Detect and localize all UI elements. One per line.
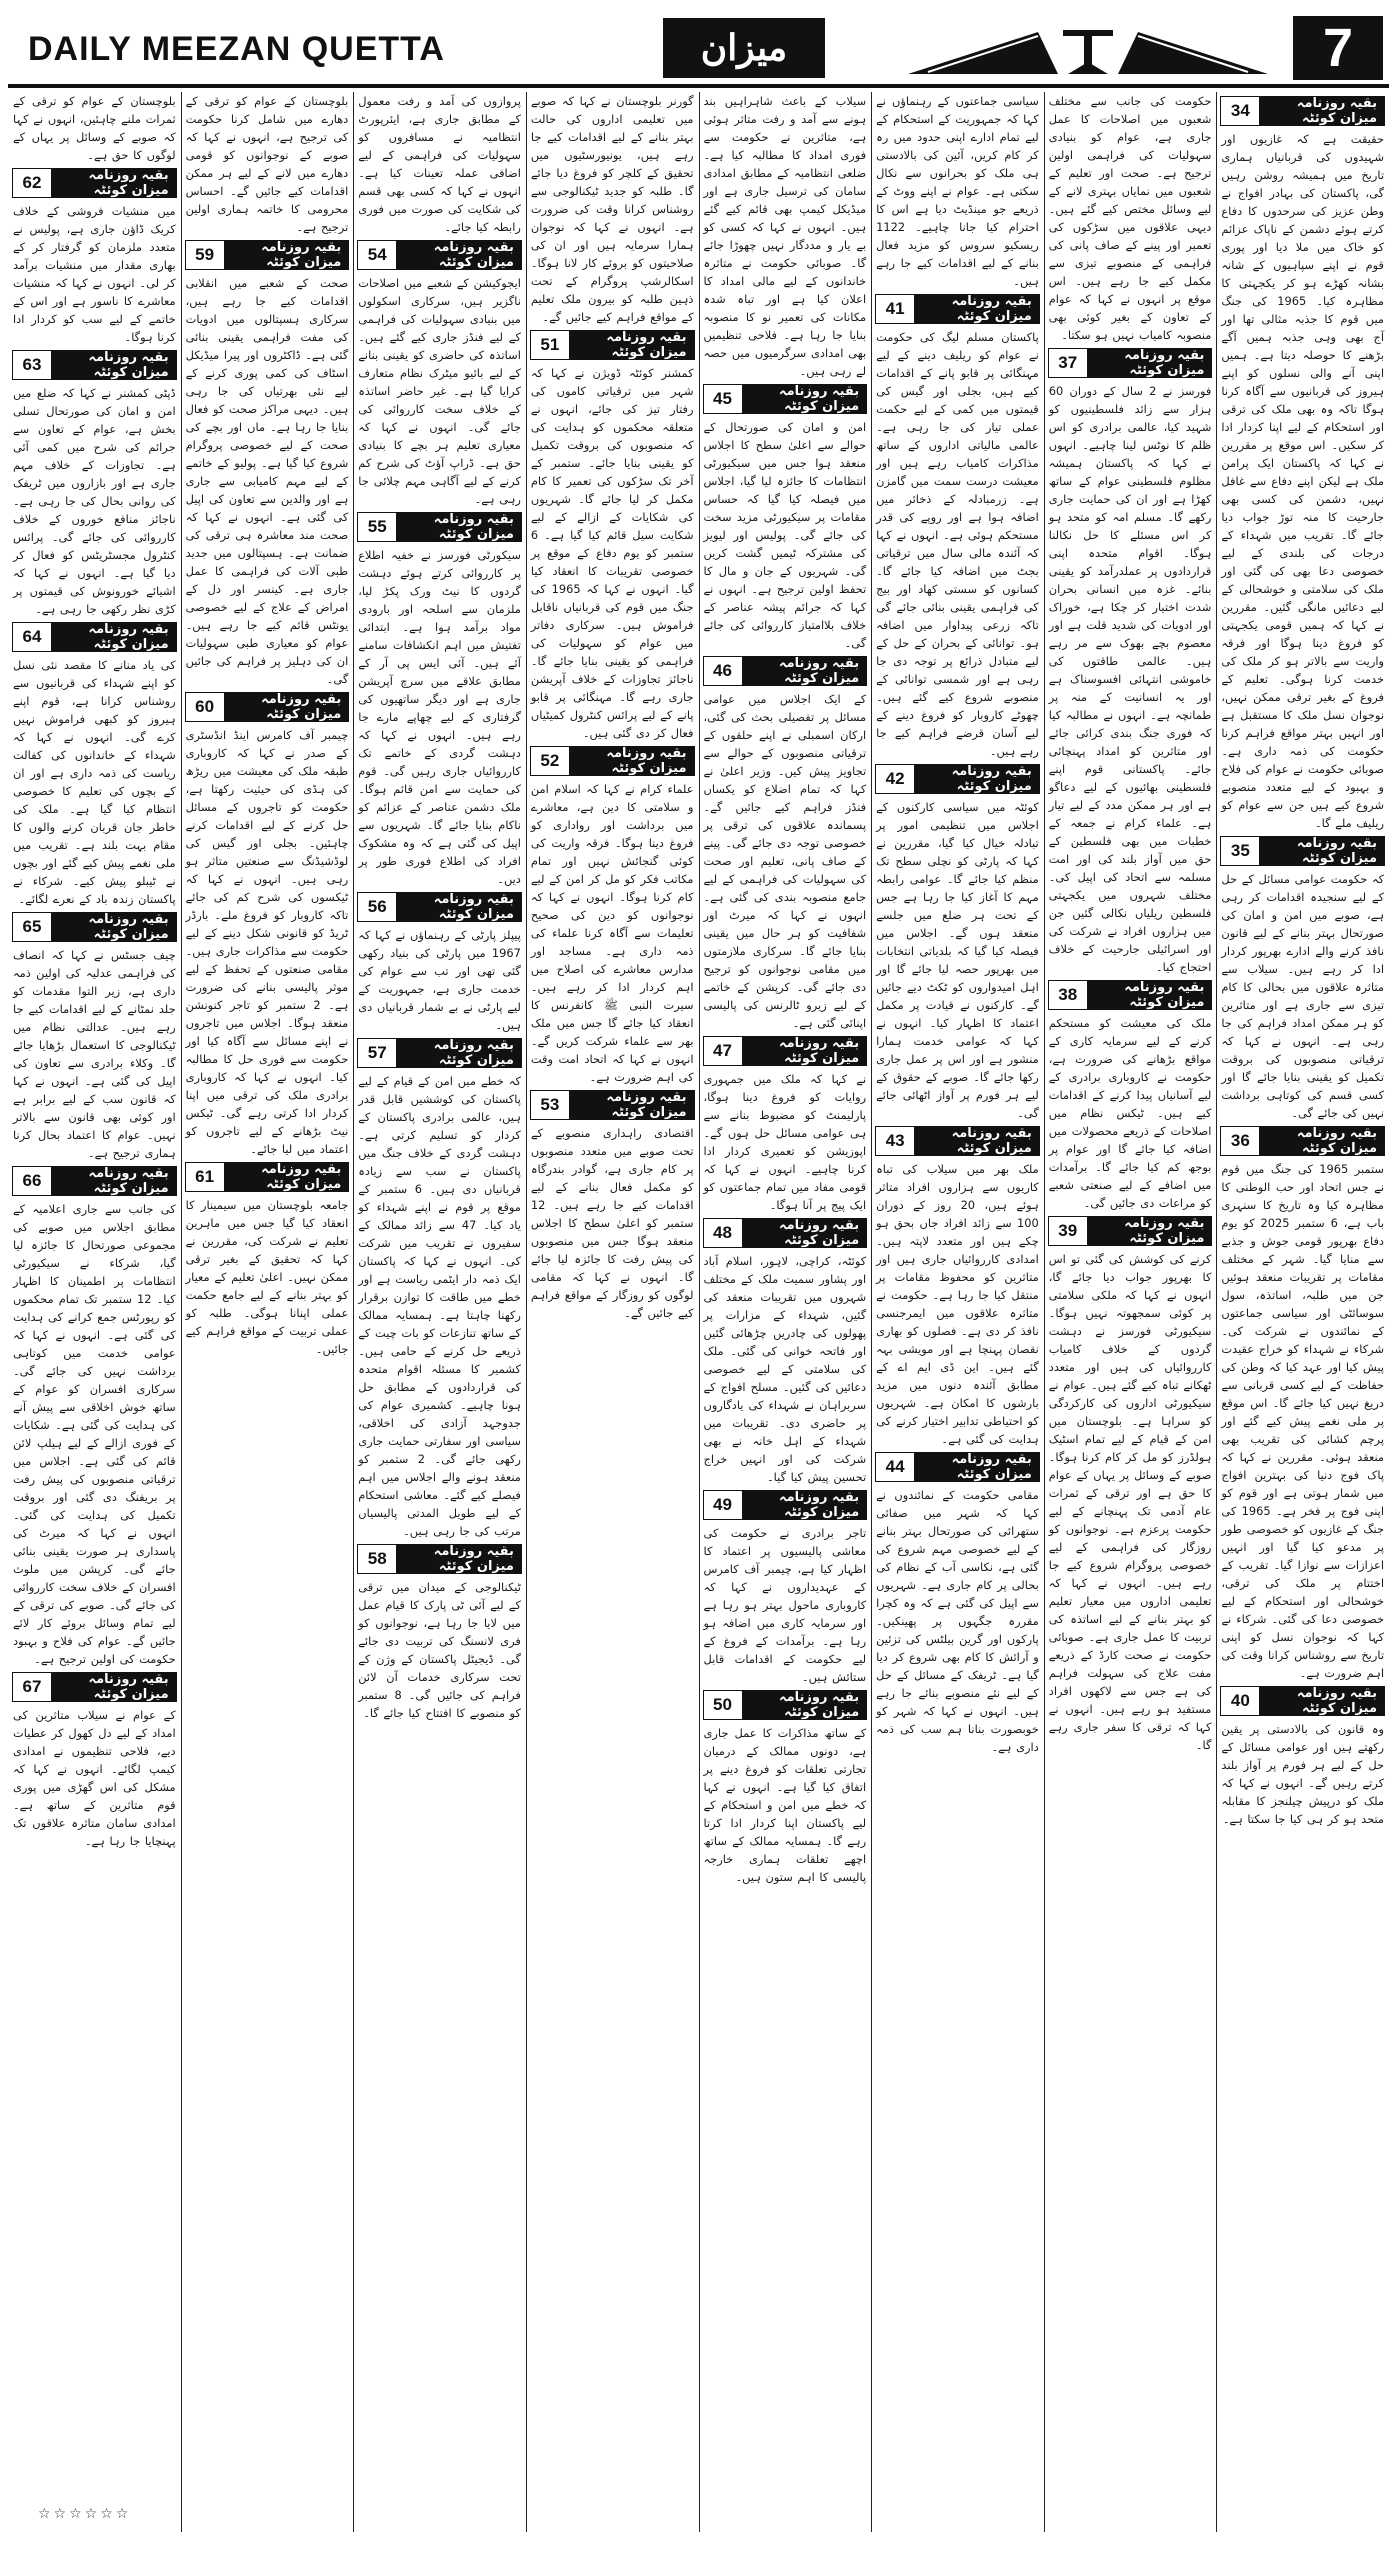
column-4	[699, 92, 872, 2532]
article-text: کوئٹہ میں سیاسی کارکنوں کے اجلاس میں تنظیمی امور پر تبادلہ خیال کیا گیا، مقررین نے کہا کہ پارٹی کو نچلی سطح تک منظم کیا جائے گا۔ عوامی رابطہ مہم کا آغاز کیا جا رہا ہے جس کے تحت ہر ضلع میں جلسے منعقد ہوں گے۔ اجلاس میں فیصلہ کیا گیا کہ بلدیاتی انتخابات میں بھرپور حصہ لیا جائے گا اور اہل امیدواروں کو ٹکٹ دیے جائیں گے۔ کارکنوں نے قیادت پر مکمل اعتماد کا اظہار کیا۔ انہوں نے کہا کہ عوامی خدمت ہمارا منشور ہے اور اس پر عمل جاری رکھا جائے گا۔ صوبے کے حقوق کے لیے ہر فورم پر آواز اٹھائی جائے گی۔	[876, 800, 1039, 1120]
article-text: کے ساتھ مذاکرات کا عمل جاری ہے، دونوں ممالک کے درمیان تجارتی تعلقات کو فروغ دینے پر اتفاق کیا گیا ہے۔ انہوں نے کہا کہ خطے میں امن و استحکام کے لیے پاکستان اپنا کردار ادا کرتا رہے گا۔ ہمسایہ ممالک کے ساتھ اچھے تعلقات ہماری خارجہ پالیسی کا اہم ستون ہیں۔	[703, 1726, 867, 1884]
article-text: علماء کرام نے کہا کہ اسلام امن و سلامتی کا دین ہے، معاشرے میں برداشت اور رواداری کو فروغ دینا ہوگا۔ فرقہ واریت کی کوئی گنجائش نہیں اور تمام مکاتب فکر کو مل کر امن کے لیے کام کرنا ہوگا۔ انہوں نے کہا کہ نوجوانوں کو دین کی صحیح تعلیمات سے آگاہ کرنا علماء کی ذمہ داری ہے۔ مساجد اور مدارس معاشرے کی اصلاح میں اہم کردار ادا کر رہے ہیں۔ سیرت النبی ﷺ کانفرنس کا انعقاد کیا جائے گا جس میں ملک بھر سے علماء شرکت کریں گے۔ انہوں نے کہا کہ اتحاد امت وقت کی اہم ضرورت ہے۔	[530, 782, 694, 1084]
continuation-number: 60	[185, 692, 225, 722]
continuation-header	[1220, 96, 1385, 126]
article-text: جامعہ بلوچستان میں سیمینار کا انعقاد کیا گیا جس میں ماہرین تعلیم نے شرکت کی، مقررین نے کہا کہ تحقیق کے بغیر ترقی ممکن نہیں۔ اعلیٰ تعلیم کے معیار کو بہتر بنانے کے لیے جامع حکمت عملی اپنانا ہوگی۔ طلبہ کو عملی تربیت کے مواقع فراہم کیے جائیں۔	[185, 1198, 349, 1356]
continuation-label: بقیہ روزنامہ میزان کوئٹہ	[570, 330, 695, 360]
continuation-header	[703, 656, 868, 686]
continuation-number: 34	[1220, 96, 1260, 126]
continuation-number: 53	[530, 1090, 570, 1120]
article-text: کہ خطے میں امن کے قیام کے لیے پاکستان کی کوششیں قابل قدر ہیں، عالمی برادری پاکستان کے کردار کو تسلیم کرتی ہے۔ دہشت گردی کے خلاف جنگ میں پاکستان نے سب سے زیادہ قربانیاں دی ہیں۔ 6 ستمبر کے موقع پر قوم نے اپنے شہداء کو یاد کیا۔ 47 سے زائد ممالک کے سفیروں نے تقریب میں شرکت کی۔ انہوں نے کہا کہ پاکستان ایک ذمہ دار ایٹمی ریاست ہے اور خطے میں طاقت کا توازن برقرار رکھنا چاہتا ہے۔ ہمسایہ ممالک کے ساتھ تنازعات کو بات چیت کے ذریعے حل کرنے کے حامی ہیں۔ کشمیر کا مسئلہ اقوام متحدہ کی قراردادوں کے مطابق حل ہونا چاہیے۔ کشمیری عوام کی جدوجہد آزادی کی اخلاقی، سیاسی اور سفارتی حمایت جاری رکھی جائے گی۔ 2 ستمبر کو منعقد ہونے والے اجلاس میں اہم فیصلے کیے گئے۔ معاشی استحکام کے لیے طویل المدتی پالیسیاں مرتب کی جا رہی ہیں۔	[358, 1074, 521, 1538]
article-text: وہ قانون کی بالادستی پر یقین رکھتے ہیں اور عوامی مسائل کے حل کے لیے ہر فورم پر آواز بلند کرتے رہیں گے۔ انہوں نے کہا کہ ملک کو درپیش چیلنجز کا مقابلہ متحد ہو کر ہی کیا جا سکتا ہے۔	[1221, 1722, 1384, 1826]
continuation-number: 45	[703, 384, 743, 414]
continuation-header	[1220, 1686, 1385, 1716]
continuation-label: بقیہ روزنامہ میزان کوئٹہ	[743, 656, 868, 686]
article-text: پروازوں کی آمد و رفت معمول کے مطابق جاری ہے، ایئرپورٹ انتظامیہ نے مسافروں کو سہولیات کی فراہمی کے لیے اضافی عملہ تعینات کیا ہے۔ انہوں نے کہا کہ کسی بھی قسم کی شکایت کی صورت میں فوری رابطہ کیا جائے۔	[358, 94, 521, 234]
continuation-number: 49	[703, 1490, 743, 1520]
article-text: کہ حکومت عوامی مسائل کے حل کے لیے سنجیدہ اقدامات کر رہی ہے، صوبے میں امن و امان کی صورتحال بہتر بنانے کے لیے قانون نافذ کرنے والے ادارے بھرپور کردار ادا کر رہے ہیں۔ سیلاب سے متاثرہ علاقوں میں بحالی کا کام تیزی سے جاری ہے اور متاثرین کو ہر ممکن امداد فراہم کی جا رہی ہے۔ انہوں نے کہا کہ ترقیاتی منصوبوں کی بروقت تکمیل کو یقینی بنایا جائے گا اور کسی قسم کی کوتاہی برداشت نہیں کی جائے گی۔	[1221, 872, 1384, 1120]
continuation-header	[357, 892, 522, 922]
continuation-header	[703, 1690, 868, 1720]
article-text: حقیقت ہے کہ غازیوں اور شہیدوں کی قربانیاں ہماری تاریخ میں ہمیشہ روشن رہیں گی، پاکستان کی بہادر افواج نے وطن عزیز کی سرحدوں کا دفاع کرتے ہوئے دشمن کے ناپاک عزائم کو خاک میں ملا دیا اور پوری قوم نے اپنے سپاہیوں کے شانہ بشانہ کھڑے ہو کر یکجہتی کا مظاہرہ کیا۔ 1965 کی جنگ میں قوم کا جذبہ مثالی تھا اور آج بھی وہی جذبہ ہمیں آگے بڑھنے کا حوصلہ دیتا ہے۔ ہمیں اپنی آنے والی نسلوں کو اپنے ہیروز کی قربانیوں سے آگاہ کرنا ہوگا تاکہ وہ بھی ملک کی ترقی اور استحکام کے لیے اپنا کردار ادا کر سکیں۔ اس موقع پر مقررین نے کہا کہ پاکستان ایک پرامن ملک ہے لیکن اپنے دفاع سے غافل نہیں، دشمن کی کسی بھی جارحیت کا منہ توڑ جواب دیا جائے گا۔ تقریب میں شہداء کے درجات کی بلندی کے لیے خصوصی دعا بھی کی گئی اور ملک کی سلامتی و خوشحالی کے لیے دعائیں مانگی گئیں۔ مقررین نے کہا کہ ہمیں قومی یکجہتی کو فروغ دینا ہوگا اور فرقہ واریت سے بالاتر ہو کر ملک کی خدمت کرنا ہوگی۔ تعلیم کے فروغ کے بغیر ترقی ممکن نہیں، نوجوان نسل ملک کا مستقبل ہے اور انہیں بہتر مواقع فراہم کرنا حکومت کی ذمہ داری ہے۔ صوبائی حکومت نے عوام کی فلاح و بہبود کے لیے متعدد منصوبے شروع کیے ہیں جن سے عوام کو ریلیف ملے گا۔	[1221, 132, 1384, 830]
article-text: امن و امان کی صورتحال کے حوالے سے اعلیٰ سطح کا اجلاس منعقد ہوا جس میں سیکیورٹی انتظامات کا جائزہ لیا گیا، اجلاس میں فیصلہ کیا گیا کہ حساس مقامات پر سیکیورٹی مزید سخت کی جائے گی۔ پولیس اور لیویز کی مشترکہ ٹیمیں گشت کریں گی۔ شہریوں کے جان و مال کا تحفظ اولین ترجیح ہے۔ انہوں نے کہا کہ جرائم پیشہ عناصر کے خلاف بلاامتیاز کارروائی کی جائے گی۔	[703, 420, 867, 650]
article-text: سیلاب کے باعث شاہراہیں بند ہونے سے آمد و رفت متاثر ہوئی ہے، متاثرین نے حکومت سے فوری امداد کا مطالبہ کیا ہے۔ ضلعی انتظامیہ کے مطابق امدادی سامان کی ترسیل جاری ہے اور میڈیکل کیمپ بھی قائم کیے گئے ہیں۔ انہوں نے کہا کہ کسی کو بے یار و مددگار نہیں چھوڑا جائے گا۔ صوبائی حکومت نے متاثرہ خاندانوں کے لیے مالی امداد کا اعلان کیا ہے اور تباہ شدہ مکانات کی تعمیر نو کا منصوبہ بنایا جا رہا ہے۔ فلاحی تنظیمیں بھی امدادی سرگرمیوں میں حصہ لے رہی ہیں۔	[703, 94, 867, 378]
continuation-label: بقیہ روزنامہ میزان کوئٹہ	[52, 350, 177, 380]
continuation-label: بقیہ روزنامہ میزان کوئٹہ	[915, 764, 1040, 794]
continuation-number: 40	[1220, 1686, 1260, 1716]
continuation-header	[357, 1544, 522, 1574]
column-5	[526, 92, 699, 2532]
article-text: نے کہا کہ ملک میں جمہوری روایات کو فروغ دینا ہوگا، پارلیمنٹ کو مضبوط بنانے سے ہی عوامی مسائل حل ہوں گے۔ اپوزیشن کو تعمیری کردار ادا کرنا چاہیے۔ انہوں نے کہا کہ قومی مفاد میں تمام جماعتوں کو ایک پیج پر آنا ہوگا۔	[703, 1072, 867, 1212]
continuation-label: بقیہ روزنامہ میزان کوئٹہ	[397, 240, 522, 270]
continuation-number: 46	[703, 656, 743, 686]
continuation-header	[357, 1038, 522, 1068]
continuation-header	[530, 1090, 695, 1120]
column-6	[353, 92, 526, 2532]
continuation-header	[357, 512, 522, 542]
continuation-number: 50	[703, 1690, 743, 1720]
continuation-header	[12, 912, 177, 942]
continuation-header	[703, 1036, 868, 1066]
continuation-number: 64	[12, 622, 52, 652]
continuation-number: 41	[875, 294, 915, 324]
article-text: ملک کی معیشت کو مستحکم کرنے کے لیے سرمایہ کاری کے مواقع بڑھانے کی ضرورت ہے، حکومت نے کاروباری برادری کے لیے آسانیاں پیدا کرنے کے اقدامات کیے ہیں۔ ٹیکس نظام میں اصلاحات کے ذریعے محصولات میں اضافہ کیا جائے گا اور عوام پر بوجھ کم کیا جائے گا۔ برآمدات میں اضافے کے لیے صنعتی شعبے کو مراعات دی جائیں گی۔	[1048, 1016, 1212, 1210]
article-text: کرنے کی کوشش کی گئی تو اس کا بھرپور جواب دیا جائے گا، انہوں نے کہا کہ ملکی سلامتی پر کوئی سمجھوتہ نہیں ہوگا۔ سیکیورٹی فورسز نے دہشت گردوں کے خلاف کامیاب کارروائیاں کی ہیں اور متعدد ٹھکانے تباہ کیے گئے ہیں۔ عوام نے سیکیورٹی اداروں کی کارکردگی کو سراہا ہے۔ بلوچستان میں امن کے قیام کے لیے تمام اسٹیک ہولڈرز کو مل کر کام کرنا ہوگا۔ صوبے کے وسائل پر یہاں کے عوام کا حق ہے اور ترقی کے ثمرات عام آدمی تک پہنچانے کے لیے حکومت پرعزم ہے۔ نوجوانوں کو روزگار کی فراہمی کے لیے خصوصی پروگرام شروع کیے جا رہے ہیں۔ انہوں نے کہا کہ تعلیمی اداروں میں معیار تعلیم کو بہتر بنانے کے لیے اساتذہ کی تربیت کا عمل جاری ہے۔ صوبائی حکومت نے صحت کارڈ کے ذریعے مفت علاج کی سہولت فراہم کی ہے جس سے لاکھوں افراد مستفید ہو رہے ہیں۔ انہوں نے کہا کہ ترقی کا سفر جاری رہے گا۔	[1048, 1252, 1212, 1752]
masthead-title: DAILY MEEZAN QUETTA	[28, 30, 445, 68]
article-text: کمشنر کوئٹہ ڈویژن نے کہا کہ شہر میں ترقیاتی کاموں کی رفتار تیز کی جائے، انہوں نے متعلقہ محکموں کو ہدایت کی کہ منصوبوں کی بروقت تکمیل کو یقینی بنایا جائے۔ ستمبر کے آخر تک سڑکوں کی تعمیر کا کام مکمل کر لیا جائے گا۔ شہریوں کی شکایات کے ازالے کے لیے شکایت سیل قائم کیا گیا ہے۔ 6 ستمبر کو یوم دفاع کے موقع پر خصوصی تقریبات کا انعقاد کیا گیا۔ انہوں نے کہا کہ 1965 کی جنگ میں قوم کی قربانیاں ناقابل فراموش ہیں۔ سرکاری دفاتر میں عوام کو سہولیات کی فراہمی کو یقینی بنایا جائے گا۔ ناجائز تجاوزات کے خلاف آپریشن جاری رہے گا۔ مہنگائی پر قابو پانے کے لیے پرائس کنٹرول کمیٹیاں فعال کر دی گئی ہیں۔	[530, 366, 694, 740]
article-text: فورسز نے 2 سال کے دوران 60 ہزار سے زائد فلسطینیوں کو شہید کیا، عالمی برادری کو اس ظلم کا نوٹس لینا چاہیے۔ انہوں نے کہا کہ پاکستان ہمیشہ مظلوم فلسطینی عوام کے ساتھ کھڑا ہے اور ان کی حمایت جاری رکھے گا۔ مسلم امہ کو متحد ہو کر اس مسئلے کا حل نکالنا ہوگا۔ اقوام متحدہ اپنی قراردادوں پر عملدرآمد کو یقینی بنائے۔ غزہ میں انسانی بحران شدت اختیار کر چکا ہے، خوراک اور ادویات کی شدید قلت ہے اور معصوم بچے بھوک سے مر رہے ہیں۔ عالمی طاقتوں کی خاموشی انتہائی افسوسناک ہے اور یہ انسانیت کے منہ پر طمانچہ ہے۔ انہوں نے مطالبہ کیا کہ فوری جنگ بندی کرائی جائے اور متاثرین کو امداد پہنچائی جائے۔ پاکستانی قوم اپنے فلسطینی بھائیوں کے لیے دعاگو ہے اور ہر ممکن مدد کے لیے تیار ہے۔ علماء کرام نے جمعہ کے خطبات میں بھی فلسطین کے حق میں آواز بلند کی اور امت مسلمہ سے اتحاد کی اپیل کی۔ مختلف شہروں میں یکجہتی فلسطین ریلیاں نکالی گئیں جن میں ہزاروں افراد نے شرکت کی اور اسرائیلی جارحیت کے خلاف احتجاج کیا۔	[1048, 384, 1212, 974]
continuation-label: بقیہ روزنامہ میزان کوئٹہ	[225, 1162, 350, 1192]
article-text: کے ایک اجلاس میں عوامی مسائل پر تفصیلی بحث کی گئی، ارکان اسمبلی نے اپنے حلقوں کے ترقیاتی منصوبوں کے حوالے سے تجاویز پیش کیں۔ وزیر اعلیٰ نے کہا کہ تمام اضلاع کو یکساں فنڈز فراہم کیے جائیں گے۔ پسماندہ علاقوں کی ترقی پر خصوصی توجہ دی جائے گی۔ پینے کے صاف پانی، تعلیم اور صحت کی سہولیات کی فراہمی کے لیے جامع منصوبہ بندی کی گئی ہے۔ انہوں نے کہا کہ میرٹ اور شفافیت کو ہر حال میں یقینی بنایا جائے گا۔ سرکاری ملازمتوں میں مقامی نوجوانوں کو ترجیح دی جائے گی۔ کرپشن کے خاتمے کے لیے زیرو ٹالرنس کی پالیسی اپنائی گئی ہے۔	[703, 692, 867, 1030]
continuation-label: بقیہ روزنامہ میزان کوئٹہ	[1260, 96, 1385, 126]
masthead-rule	[8, 84, 1389, 88]
continuation-number: 37	[1048, 348, 1088, 378]
continuation-label: بقیہ روزنامہ میزان کوئٹہ	[743, 1218, 868, 1248]
continuation-label: بقیہ روزنامہ میزان کوئٹہ	[743, 1036, 868, 1066]
continuation-header	[530, 746, 695, 776]
continuation-label: بقیہ روزنامہ میزان کوئٹہ	[1260, 1126, 1385, 1156]
continuation-label: بقیہ روزنامہ میزان کوئٹہ	[1088, 348, 1213, 378]
continuation-label: بقیہ روزنامہ میزان کوئٹہ	[52, 1672, 177, 1702]
continuation-label: بقیہ روزنامہ میزان کوئٹہ	[915, 294, 1040, 324]
continuation-header	[1048, 1216, 1213, 1246]
continuation-label: بقیہ روزنامہ میزان کوئٹہ	[52, 1166, 177, 1196]
article-text: چیف جسٹس نے کہا کہ انصاف کی فراہمی عدلیہ کی اولین ذمہ داری ہے، زیر التوا مقدمات کو جلد نمٹانے کے لیے اقدامات کیے جا رہے ہیں۔ عدالتی نظام میں ٹیکنالوجی کا استعمال بڑھایا جائے گا۔ وکلاء برادری سے تعاون کی اپیل کی گئی ہے۔ انہوں نے کہا کہ قانون سب کے لیے برابر ہے اور کوئی بھی قانون سے بالاتر نہیں۔ عوام کا اعتماد بحال کرنا ہماری ترجیح ہے۔	[13, 948, 176, 1160]
continuation-label: بقیہ روزنامہ میزان کوئٹہ	[52, 168, 177, 198]
column-divider	[699, 92, 700, 2532]
continuation-label: بقیہ روزنامہ میزان کوئٹہ	[915, 1126, 1040, 1156]
continuation-number: 63	[12, 350, 52, 380]
continuation-header	[875, 764, 1040, 794]
continuation-label: بقیہ روزنامہ میزان کوئٹہ	[52, 912, 177, 942]
article-text: تاجر برادری نے حکومت کی معاشی پالیسیوں پر اعتماد کا اظہار کیا ہے، چیمبر آف کامرس کے عہدیداروں نے کہا کہ کاروباری ماحول بہتر ہو رہا ہے اور سرمایہ کاری میں اضافہ ہو رہا ہے۔ برآمدات کے فروغ کے لیے حکومت کے اقدامات قابل ستائش ہیں۔	[703, 1526, 867, 1684]
continuation-header	[703, 384, 868, 414]
continuation-number: 35	[1220, 836, 1260, 866]
continuation-label: بقیہ روزنامہ میزان کوئٹہ	[743, 1690, 868, 1720]
article-text: مقامی حکومت کے نمائندوں نے کہا کہ شہر میں صفائی ستھرائی کی صورتحال بہتر بنانے کے لیے خصوصی مہم شروع کی گئی ہے، نکاسی آب کے نظام کی بحالی پر کام جاری ہے۔ شہریوں سے اپیل کی گئی ہے کہ وہ کچرا مقررہ جگہوں پر پھینکیں۔ پارکوں اور گرین بیلٹس کی تزئین و آرائش کا کام بھی شروع کر دیا گیا ہے۔ ٹریفک کے مسائل کے حل کے لیے نئے منصوبے بنائے جا رہے ہیں۔ انہوں نے کہا کہ شہر کو خوبصورت بنانا ہم سب کی ذمہ داری ہے۔	[876, 1488, 1039, 1754]
continuation-number: 65	[12, 912, 52, 942]
continuation-header	[357, 240, 522, 270]
page-number: 7	[1293, 16, 1383, 80]
continuation-number: 55	[357, 512, 397, 542]
column-divider	[353, 92, 354, 2532]
column-divider	[526, 92, 527, 2532]
article-text: کی جانب سے جاری اعلامیہ کے مطابق اجلاس میں صوبے کی مجموعی صورتحال کا جائزہ لیا گیا، شرکاء نے سیکیورٹی انتظامات پر اطمینان کا اظہار کیا۔ 12 ستمبر تک تمام محکموں کو رپورٹس جمع کرانے کی ہدایت کی گئی ہے۔ انہوں نے کہا کہ عوامی خدمت میں کوتاہی برداشت نہیں کی جائے گی۔ سرکاری افسران کو عوام کے ساتھ خوش اخلاقی سے پیش آنے کی ہدایت کی گئی ہے۔ شکایات کے فوری ازالے کے لیے ہیلپ لائن قائم کی گئی ہے۔ اجلاس میں ترقیاتی منصوبوں کی پیش رفت پر بریفنگ دی گئی اور بروقت تکمیل کی ہدایت کی گئی۔ انہوں نے کہا کہ میرٹ کی پاسداری ہر صورت یقینی بنائی جائے گی۔ کرپشن میں ملوث افسران کے خلاف سخت کارروائی کی جائے گی۔ صوبے کی ترقی کے لیے تمام وسائل بروئے کار لائے جائیں گے۔ عوام کی فلاح و بہبود حکومت کی اولین ترجیح ہے۔	[13, 1202, 176, 1666]
continuation-number: 59	[185, 240, 225, 270]
continuation-header	[12, 350, 177, 380]
continuation-label: بقیہ روزنامہ میزان کوئٹہ	[743, 1490, 868, 1520]
column-8	[8, 92, 181, 2532]
continuation-number: 62	[12, 168, 52, 198]
continuation-header	[703, 1490, 868, 1520]
continuation-number: 43	[875, 1126, 915, 1156]
continuation-label: بقیہ روزنامہ میزان کوئٹہ	[570, 746, 695, 776]
continuation-number: 66	[12, 1166, 52, 1196]
continuation-header	[875, 294, 1040, 324]
continuation-header	[1220, 1126, 1385, 1156]
article-text: سیکورٹی فورسز نے خفیہ اطلاع پر کارروائی کرتے ہوئے دہشت گردوں کا نیٹ ورک پکڑ لیا، ملزمان سے اسلحہ اور بارودی مواد برآمد ہوا ہے۔ ابتدائی تفتیش میں اہم انکشافات سامنے آئے ہیں۔ آئی ایس پی آر کے مطابق علاقے میں سرچ آپریشن جاری ہے اور دیگر ساتھیوں کی گرفتاری کے لیے چھاپے مارے جا رہے ہیں۔ انہوں نے کہا کہ دہشت گردی کے خاتمے تک کارروائیاں جاری رہیں گی۔ قوم کی حمایت سے امن قائم ہوگا۔ ملک دشمن عناصر کے عزائم کو ناکام بنایا جائے گا۔ شہریوں سے اپیل کی گئی ہے کہ وہ مشکوک افراد کی اطلاع فوری طور پر دیں۔	[358, 548, 521, 886]
continuation-number: 58	[357, 1544, 397, 1574]
continuation-number: 51	[530, 330, 570, 360]
column-2	[1044, 92, 1217, 2532]
continuation-number: 39	[1048, 1216, 1088, 1246]
column-1	[1216, 92, 1389, 2532]
continuation-label: بقیہ روزنامہ میزان کوئٹہ	[743, 384, 868, 414]
continuation-header	[875, 1126, 1040, 1156]
masthead	[8, 16, 1389, 82]
continuation-header	[1048, 980, 1213, 1010]
article-text: کوئٹہ، کراچی، لاہور، اسلام آباد اور پشاور سمیت ملک کے مختلف شہروں میں تقریبات منعقد کی گئیں، شہداء کے مزارات پر پھولوں کی چادریں چڑھائی گئیں اور فاتحہ خوانی کی گئی۔ ملک کی سلامتی کے لیے خصوصی دعائیں کی گئیں۔ مسلح افواج کے سربراہان نے شہداء کی یادگاروں پر حاضری دی۔ تقریبات میں شہداء کے اہل خانہ نے بھی شرکت کی اور انہیں خراج تحسین پیش کیا گیا۔	[703, 1254, 867, 1484]
article-text: چیمبر آف کامرس اینڈ انڈسٹری کے صدر نے کہا کہ کاروباری طبقہ ملک کی معیشت میں ریڑھ کی ہڈی کی حیثیت رکھتا ہے، حکومت کو تاجروں کے مسائل حل کرنے کے لیے اقدامات کرنے چاہئیں۔ بجلی اور گیس کی لوڈشیڈنگ سے صنعتیں متاثر ہو رہی ہیں۔ انہوں نے کہا کہ ٹیکسوں کی شرح کم کی جائے تاکہ کاروبار کو فروغ ملے۔ بارڈر ٹریڈ کو قانونی شکل دینے کے لیے حکومت سے مذاکرات جاری ہیں۔ مقامی صنعتوں کے تحفظ کے لیے موثر پالیسی بنانے کی ضرورت ہے۔ 2 ستمبر کو تاجر کنونشن منعقد ہوگا۔ اجلاس میں تاجروں نے اپنے مسائل سے آگاہ کیا اور حکومت سے فوری حل کا مطالبہ کیا۔ انہوں نے کہا کہ کاروباری برادری ملک کی ترقی میں اپنا کردار ادا کرتی رہے گی۔ ٹیکس نیٹ بڑھانے کے لیے تاجروں کو اعتماد میں لیا جائے۔	[185, 728, 349, 1156]
continuation-header	[530, 330, 695, 360]
article-text: ملک بھر میں سیلاب کی تباہ کاریوں سے ہزاروں افراد متاثر ہوئے ہیں، 20 روز کے دوران 100 سے زائد افراد جاں بحق ہو چکے ہیں اور متعدد لاپتہ ہیں۔ امدادی کارروائیاں جاری ہیں اور متاثرین کو محفوظ مقامات پر منتقل کیا جا رہا ہے۔ حکومت نے متاثرہ علاقوں میں ایمرجنسی نافذ کر دی ہے۔ فصلوں کو بھاری نقصان پہنچا ہے اور مویشی بہہ گئے ہیں۔ این ڈی ایم اے کے مطابق آئندہ دنوں میں مزید بارشوں کا امکان ہے۔ شہریوں کو احتیاطی تدابیر اختیار کرنے کی ہدایت کی گئی ہے۔	[876, 1162, 1039, 1446]
continuation-label: بقیہ روزنامہ میزان کوئٹہ	[570, 1090, 695, 1120]
article-text: صحت کے شعبے میں انقلابی اقدامات کیے جا رہے ہیں، سرکاری ہسپتالوں میں ادویات کی مفت فراہمی یقینی بنائی گئی ہے۔ ڈاکٹروں اور پیرا میڈیکل اسٹاف کی کمی پوری کرنے کے لیے نئی بھرتیاں کی جا رہی ہیں۔ دیہی مراکز صحت کو فعال بنایا جا رہا ہے۔ ماں اور بچے کی صحت کے لیے خصوصی پروگرام شروع کیا گیا ہے۔ پولیو کے خاتمے کے لیے مہم کامیابی سے جاری ہے اور والدین سے تعاون کی اپیل کی گئی ہے۔ انہوں نے کہا کہ صحت مند معاشرہ ہی ترقی کی ضمانت ہے۔ ہسپتالوں میں جدید طبی آلات کی فراہمی کا عمل جاری ہے۔ کینسر اور دل کے امراض کے علاج کے لیے خصوصی یونٹس قائم کیے جا رہے ہیں۔ عوام کو معیاری طبی سہولیات ان کی دہلیز پر فراہم کی جائیں گی۔	[185, 276, 349, 686]
article-text: بلوچستان کے عوام کو ترقی کے دھارے میں شامل کرنا حکومت کی ترجیح ہے، انہوں نے کہا کہ صوبے کے نوجوانوں کو قومی دھارے میں لانے کے لیے ہر ممکن اقدامات کیے جائیں گے۔ احساس محرومی کا خاتمہ ہماری اولین ترجیح ہے۔	[185, 94, 349, 234]
article-text: اقتصادی راہداری منصوبے کے تحت صوبے میں متعدد منصوبوں پر کام جاری ہے، گوادر بندرگاہ کو مکمل فعال بنانے کے لیے اقدامات کیے جا رہے ہیں۔ 12 ستمبر کو اعلیٰ سطح کا اجلاس منعقد ہوگا جس میں منصوبوں کی پیش رفت کا جائزہ لیا جائے گا۔ انہوں نے کہا کہ مقامی لوگوں کو روزگار کے مواقع فراہم کیے جائیں گے۔	[530, 1126, 694, 1320]
continuation-header	[12, 1672, 177, 1702]
article-text: پیپلز پارٹی کے رہنماؤں نے کہا کہ 1967 میں پارٹی کی بنیاد رکھی گئی تھی اور تب سے عوام کی خدمت جاری ہے، جمہوریت کے لیے پارٹی نے بے شمار قربانیاں دی ہیں۔	[358, 928, 521, 1032]
newspaper-logo	[663, 18, 825, 78]
column-divider	[181, 92, 182, 2532]
continuation-header	[12, 622, 177, 652]
article-text: گورنر بلوچستان نے کہا کہ صوبے میں تعلیمی اداروں کی حالت بہتر بنانے کے لیے اقدامات کیے جا رہے ہیں، یونیورسٹیوں میں تحقیق کے کلچر کو فروغ دیا جائے گا۔ طلبہ کو جدید ٹیکنالوجی سے روشناس کرانا وقت کی ضرورت ہے۔ انہوں نے کہا کہ نوجوان ہمارا سرمایہ ہیں اور ان کی صلاحیتوں کو بروئے کار لانا ہوگا۔ اسکالرشپ پروگرام کے تحت ذہین طلبہ کو بیرون ملک تعلیم کے مواقع فراہم کیے جائیں گے۔	[530, 94, 694, 324]
continuation-label: بقیہ روزنامہ میزان کوئٹہ	[397, 1038, 522, 1068]
logo-text: میزان	[700, 27, 788, 69]
continuation-number: 38	[1048, 980, 1088, 1010]
continuation-number: 54	[357, 240, 397, 270]
continuation-label: بقیہ روزنامہ میزان کوئٹہ	[915, 1452, 1040, 1482]
column-divider	[871, 92, 872, 2532]
article-text: ایجوکیشن کے شعبے میں اصلاحات ناگزیر ہیں، سرکاری اسکولوں میں بنیادی سہولیات کی فراہمی کے لیے فنڈز جاری کیے گئے ہیں۔ اساتذہ کی حاضری کو یقینی بنانے کے لیے بائیو میٹرک نظام متعارف کرایا گیا ہے۔ غیر حاضر اساتذہ کے خلاف سخت کارروائی کی جائے گی۔ انہوں نے کہا کہ معیاری تعلیم ہر بچے کا بنیادی حق ہے۔ ڈراپ آؤٹ کی شرح کم کرنے کے لیے آگاہی مہم چلائی جا رہی ہے۔	[358, 276, 521, 506]
continuation-label: بقیہ روزنامہ میزان کوئٹہ	[1088, 980, 1213, 1010]
article-text: بلوچستان کے عوام کو ترقی کے ثمرات ملنے چاہئیں، انہوں نے کہا کہ صوبے کے وسائل پر یہاں کے لوگوں کا حق ہے۔	[13, 94, 176, 162]
article-text: کے عوام نے سیلاب متاثرین کی امداد کے لیے دل کھول کر عطیات دیے، فلاحی تنظیموں نے امدادی کیمپ لگائے۔ انہوں نے کہا کہ مشکل کی اس گھڑی میں پوری قوم متاثرین کے ساتھ ہے۔ امدادی سامان متاثرہ علاقوں تک پہنچایا جا رہا ہے۔	[13, 1708, 176, 1848]
continuation-number: 48	[703, 1218, 743, 1248]
continuation-label: بقیہ روزنامہ میزان کوئٹہ	[397, 892, 522, 922]
scales-of-justice-icon	[908, 22, 1268, 78]
article-text: سیاسی جماعتوں کے رہنماؤں نے کہا کہ جمہوریت کے استحکام کے لیے تمام ادارے اپنی حدود میں رہ کر کام کریں، آئین کی بالادستی ہی ملک کو بحرانوں سے نکال سکتی ہے۔ عوام نے اپنے ووٹ کے ذریعے جو مینڈیٹ دیا ہے اس کا احترام کیا جانا چاہیے۔ 1122 ریسکیو سروس کو مزید فعال بنانے کے لیے اقدامات کیے جا رہے ہیں۔	[876, 94, 1039, 288]
continuation-label: بقیہ روزنامہ میزان کوئٹہ	[52, 622, 177, 652]
continuation-header	[1048, 348, 1213, 378]
continuation-label: بقیہ روزنامہ میزان کوئٹہ	[1260, 1686, 1385, 1716]
continuation-label: بقیہ روزنامہ میزان کوئٹہ	[397, 1544, 522, 1574]
continuation-header	[12, 168, 177, 198]
column-divider	[1044, 92, 1045, 2532]
continuation-number: 57	[357, 1038, 397, 1068]
continuation-number: 52	[530, 746, 570, 776]
continuation-number: 61	[185, 1162, 225, 1192]
continuation-header	[12, 1166, 177, 1196]
continuation-label: بقیہ روزنامہ میزان کوئٹہ	[225, 692, 350, 722]
article-text: میں منشیات فروشی کے خلاف کریک ڈاؤن جاری ہے، پولیس نے متعدد ملزمان کو گرفتار کر کے بھاری مقدار میں منشیات برآمد کر لی۔ انہوں نے کہا کہ منشیات معاشرے کا ناسور ہے اور اس کے خاتمے کے لیے سب کو کردار ادا کرنا ہوگا۔	[13, 204, 176, 344]
article-columns	[8, 92, 1389, 2532]
article-text: حکومت کی جانب سے مختلف شعبوں میں اصلاحات کا عمل جاری ہے، عوام کو بنیادی سہولیات کی فراہمی اولین ترجیح ہے۔ صحت اور تعلیم کے شعبوں میں نمایاں بہتری لانے کے لیے وسائل مختص کیے گئے ہیں۔ دیہی علاقوں میں سڑکوں کی تعمیر اور پینے کے صاف پانی کی فراہمی کے منصوبے تیزی سے مکمل کیے جا رہے ہیں۔ اس موقع پر انہوں نے کہا کہ عوام کے تعاون کے بغیر کوئی بھی منصوبہ کامیاب نہیں ہو سکتا۔	[1048, 94, 1212, 342]
continuation-number: 47	[703, 1036, 743, 1066]
continuation-label: بقیہ روزنامہ میزان کوئٹہ	[397, 512, 522, 542]
footer-stars: ☆☆☆☆☆☆	[38, 2506, 132, 2522]
column-7	[181, 92, 354, 2532]
continuation-header	[1220, 836, 1385, 866]
continuation-label: بقیہ روزنامہ میزان کوئٹہ	[1260, 836, 1385, 866]
column-3	[871, 92, 1044, 2532]
continuation-header	[185, 240, 350, 270]
continuation-header	[185, 1162, 350, 1192]
continuation-number: 56	[357, 892, 397, 922]
continuation-number: 44	[875, 1452, 915, 1482]
article-text: کی یاد منانے کا مقصد نئی نسل کو اپنے شہداء کی قربانیوں سے روشناس کرانا ہے، قوم اپنے ہیروز کو کبھی فراموش نہیں کرے گی۔ انہوں نے کہا کہ شہداء کے خاندانوں کی کفالت ریاست کی ذمہ داری ہے اور ان کے بچوں کی تعلیم کا خصوصی انتظام کیا گیا ہے۔ ملک کی خاطر جان قربان کرنے والوں کا مقام بہت بلند ہے۔ تقریب میں ملی نغمے پیش کیے گئے اور بچوں نے ٹیبلو پیش کیے۔ شرکاء نے پاکستان زندہ باد کے نعرے لگائے۔	[13, 658, 176, 906]
article-text: ستمبر 1965 کی جنگ میں قوم نے جس اتحاد اور حب الوطنی کا مظاہرہ کیا وہ تاریخ کا سنہری باب ہے، 6 ستمبر 2025 کو یوم دفاع بھرپور قومی جوش و جذبے سے منایا گیا۔ شہر کے مختلف مقامات پر تقریبات منعقد ہوئیں جن میں طلبہ، اساتذہ، سول سوسائٹی اور سیاسی جماعتوں کے نمائندوں نے شرکت کی۔ شرکاء نے شہداء کو خراج عقیدت پیش کیا اور عہد کیا کہ وطن کی حفاظت کے لیے کسی قربانی سے دریغ نہیں کیا جائے گا۔ اس موقع پر ملی نغمے پیش کیے گئے اور پرچم کشائی کی تقریب بھی منعقد ہوئی۔ مقررین نے کہا کہ پاک فوج دنیا کی بہترین افواج میں شمار ہوتی ہے اور قوم کو اپنی فوج پر فخر ہے۔ 1965 کی جنگ کے غازیوں کو خصوصی طور پر مدعو کیا گیا اور انہیں اعزازات سے نوازا گیا۔ تقریب کے اختتام پر ملک کی ترقی، خوشحالی اور استحکام کے لیے خصوصی دعا کی گئی۔ شرکاء نے کہا کہ نوجوان نسل کو اپنی تاریخ سے روشناس کرانا وقت کی اہم ضرورت ہے۔	[1221, 1162, 1384, 1680]
continuation-header	[875, 1452, 1040, 1482]
article-text: ٹیکنالوجی کے میدان میں ترقی کے لیے آئی ٹی پارک کا قیام عمل میں لایا جا رہا ہے، نوجوانوں کو فری لانسنگ کی تربیت دی جائے گی۔ ڈیجیٹل پاکستان کے وژن کے تحت سرکاری خدمات آن لائن فراہم کی جائیں گی۔ 8 ستمبر کو منصوبے کا افتتاح کیا جائے گا۔	[358, 1580, 521, 1720]
continuation-label: بقیہ روزنامہ میزان کوئٹہ	[1088, 1216, 1213, 1246]
continuation-header	[185, 692, 350, 722]
continuation-number: 42	[875, 764, 915, 794]
column-divider	[1216, 92, 1217, 2532]
article-text: پاکستان مسلم لیگ کی حکومت نے عوام کو ریلیف دینے کے لیے مہنگائی پر قابو پانے کے اقدامات کیے ہیں، بجلی اور گیس کی قیمتوں میں کمی کے لیے حکمت عملی تیار کی جا رہی ہے۔ عالمی مالیاتی اداروں کے ساتھ مذاکرات کامیاب رہے ہیں اور معیشت درست سمت میں گامزن ہے۔ زرمبادلہ کے ذخائر میں اضافہ ہوا ہے اور روپے کی قدر مستحکم ہوئی ہے۔ انہوں نے کہا کہ آئندہ مالی سال میں ترقیاتی بجٹ میں اضافہ کیا جائے گا۔ کسانوں کو سستی کھاد اور بیج کی فراہمی یقینی بنائی جائے گی تاکہ زرعی پیداوار میں اضافہ ہو۔ توانائی کے بحران کے حل کے لیے متبادل ذرائع پر توجہ دی جا رہی ہے اور شمسی توانائی کے منصوبے شروع کیے گئے ہیں۔ چھوٹے کاروبار کو فروغ دینے کے لیے آسان قرضے فراہم کیے جا رہے ہیں۔	[876, 330, 1039, 758]
continuation-label: بقیہ روزنامہ میزان کوئٹہ	[225, 240, 350, 270]
article-text: ڈپٹی کمشنر نے کہا کہ ضلع میں امن و امان کی صورتحال تسلی بخش ہے، عوام کے تعاون سے جرائم کی شرح میں کمی آئی ہے۔ تجاوزات کے خلاف مہم جاری ہے اور بازاروں میں ٹریفک کی روانی بحال کی جا رہی ہے۔ ناجائز منافع خوروں کے خلاف کارروائی کی جائے گی۔ پرائس کنٹرول مجسٹریٹس کو فعال کر دیا گیا ہے۔ انہوں نے کہا کہ اشیائے خورونوش کی قیمتوں پر کڑی نظر رکھی جا رہی ہے۔	[13, 386, 176, 616]
continuation-header	[703, 1218, 868, 1248]
continuation-number: 67	[12, 1672, 52, 1702]
continuation-number: 36	[1220, 1126, 1260, 1156]
